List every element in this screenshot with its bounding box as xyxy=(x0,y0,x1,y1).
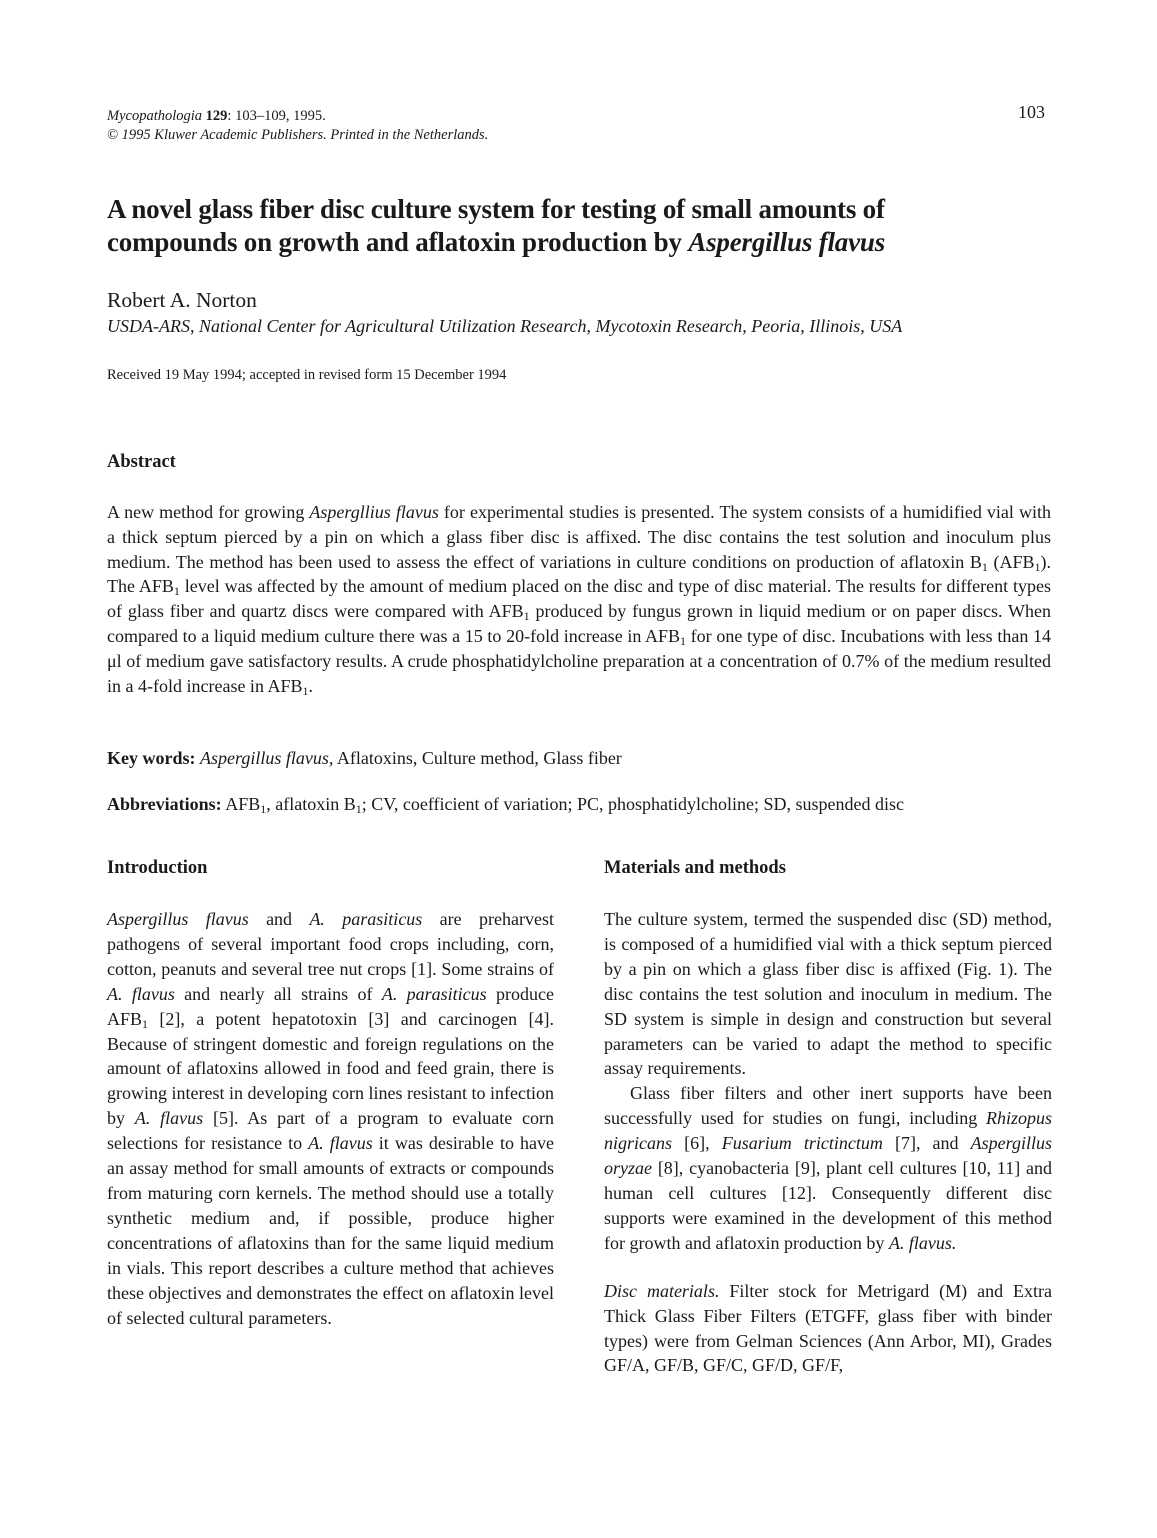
copyright-line: © 1995 Kluwer Academic Publishers. Printed in the Netherlands. xyxy=(107,127,489,143)
methods-paragraph-disc-materials: Disc materials. Filter stock for Metrigard (M) and Extra Thick Glass Fiber Filters (ETGFF, glass fiber with binder types) were from Gelman Sciences (Ann Arbor, MI), Grades GF/A, GF/B, GF/C, GF/D, GF/F, xyxy=(604,1280,1052,1376)
title-line-2: compounds on growth and aflatoxin production by Aspergillus flavus xyxy=(107,227,885,257)
abstract-text: A new method for growing Aspergllius flavus for experimental studies is presented. The system consists of a humidified vial with a thick septum pierced by a pin on which a glass fiber disc is affixed. The disc contains the test solution and inoculum plus medium. The method has been used to assess the effect of variations in culture conditions on production of aflatoxin $B_1$ $(AFB_1)$. The $AFB_1$ level was affected by the amount of medium placed on the disc and type of disc material. The results for different types of glass fiber and quartz discs were compared with $AFB_1$ produced by fungus grown in liquid medium or on paper discs. When compared to a liquid medium culture there was a 15 to 20-fold increase in $AFB_1$ for one type of disc. Incubations with less than 14 μl of medium gave satisfactory results. A crude phosphatidylcholine preparation at a concentration of 0.7% of the medium resulted in a 4-fold increase in $AFB_1$. xyxy=(107,502,1051,698)
article-title xyxy=(107,193,1067,259)
methods-paragraph-1: The culture system, termed the suspended disc (SD) method, is composed of a humidified vial with a thick septum pierced by a pin on which a glass fiber disc is affixed (Fig. 1). The disc contains the test solution and inoculum in medium. The SD system is simple in design and construction but several parameters can be varied to adapt the method to specific assay requirements. xyxy=(604,909,1052,1079)
methods-text xyxy=(604,907,1052,1378)
title-line-1: A novel glass fiber disc culture system for testing of small amounts of xyxy=(107,194,885,224)
keywords: Key words: Aspergillus flavus, Aflatoxins, Culture method, Glass fiber xyxy=(107,748,622,768)
journal-name: Mycopathologia xyxy=(107,108,203,124)
abstract-heading: Abstract xyxy=(107,452,176,472)
journal-volume: 129 xyxy=(205,108,228,124)
page-number: 103 xyxy=(1018,102,1045,122)
methods-paragraph-2: Glass fiber filters and other inert supports have been successfully used for studies on fungi, including Rhizopus nigricans [6], Fusarium trictinctum [7], and Aspergillus oryzae [8], cyanobacteria [9], plant cell cultures [10, 11] and human cell cultures [12]. Consequently different disc supports were examined in the development of this method for growth and aflatoxin production by A. flavus. xyxy=(604,1083,1052,1253)
introduction-heading: Introduction xyxy=(107,858,208,878)
journal-citation: Mycopathologia 129: 103–109, 1995. xyxy=(107,108,326,124)
introduction-text: Aspergillus flavus and A. parasiticus are preharvest pathogens of several important food crops including, corn, cotton, peanuts and several tree nut crops [1]. Some strains of A. flavus and nearly all strains of A. parasiticus produce $AFB_1$ [2], a potent hepatotoxin [3] and carcinogen [4]. Because of stringent domestic and foreign regulations on the amount of aflatoxins allowed in food and feed grain, there is growing interest in developing corn lines resistant to infection by A. flavus [5]. As part of a program to evaluate corn selections for resistance to A. flavus it was desirable to have an assay method for small amounts of extracts or compounds from maturing corn kernels. The method should use a totally synthetic medium and, if possible, produce higher concentrations of aflatoxins than for the same liquid medium in vials. This report describes a culture method that achieves these objectives and demonstrates the effect on aflatoxin level of selected cultural parameters. xyxy=(107,909,554,1328)
received-dates: Received 19 May 1994; accepted in revised form 15 December 1994 xyxy=(107,367,507,383)
author-name: Robert A. Norton xyxy=(107,288,257,312)
methods-heading: Materials and methods xyxy=(604,858,786,878)
author-affiliation: USDA-ARS, National Center for Agricultural Utilization Research, Mycotoxin Research, Peoria, Illinois, USA xyxy=(107,316,903,336)
abbreviations: Abbreviations: $AFB_1$, aflatoxin $B_1$; CV, coefficient of variation; PC, phosphatidylcholine; SD, suspended disc xyxy=(107,794,904,816)
journal-pages: 103–109, 1995. xyxy=(235,108,326,124)
